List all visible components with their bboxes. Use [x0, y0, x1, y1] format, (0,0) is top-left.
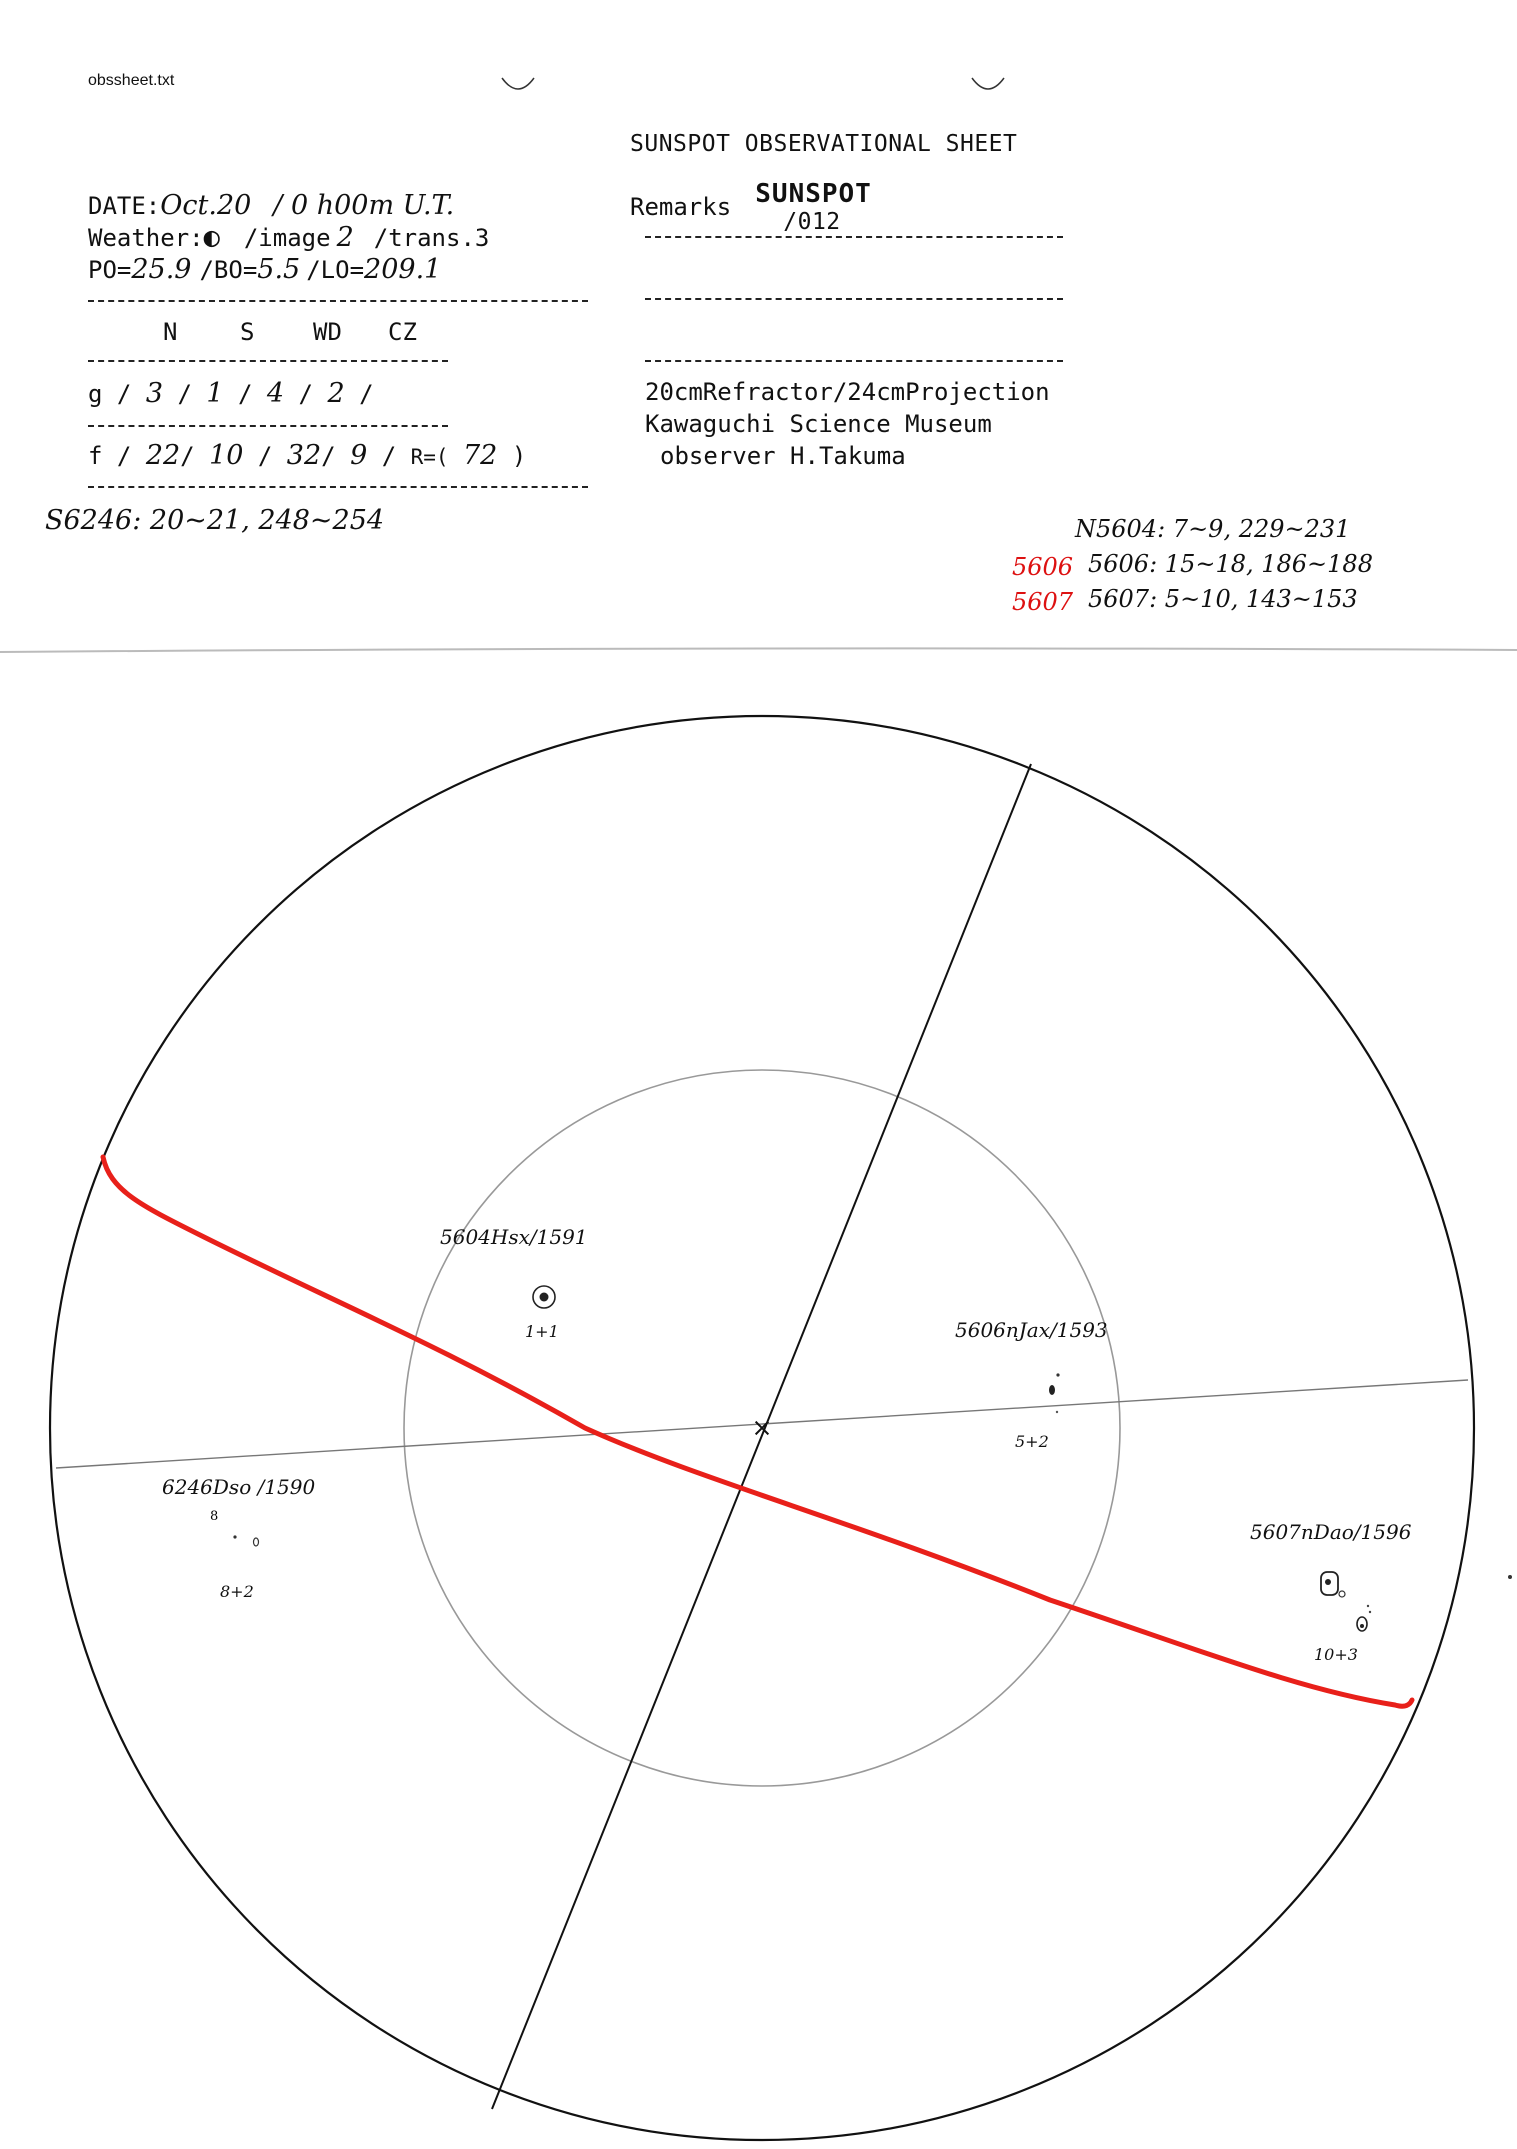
g-cz: 2 [327, 378, 345, 409]
sheet-number: /012 [783, 209, 841, 235]
bo-label: /BO= [199, 256, 258, 284]
col-s: S [240, 318, 255, 346]
red-note-5607: 5607 [1012, 588, 1074, 616]
f-cz: 9 [350, 440, 368, 471]
group-count-5604: 1+1 [525, 1322, 559, 1341]
right-note-1: N5604: 7~9, 229~231 [1075, 515, 1351, 543]
sunspot-mark-icon: 8 [210, 1509, 219, 1524]
remarks-label: Remarks [630, 193, 732, 221]
sunspot-umbra-icon [540, 1293, 549, 1302]
polar-axis-line [492, 764, 1031, 2109]
image-label: /image [243, 224, 331, 252]
f-n: 22 [145, 440, 181, 471]
date-value: Oct.20 [160, 190, 252, 221]
col-cz: CZ [388, 318, 417, 346]
g-label: g [88, 380, 103, 408]
museum-text: Kawaguchi Science Museum [645, 410, 992, 438]
reference-horizontal-line [56, 1380, 1468, 1468]
edge-dot-icon [1508, 1575, 1512, 1579]
g-wd: 4 [266, 378, 285, 409]
weather-value-icon: ◐ [203, 222, 220, 253]
time-value: / 0 h00m U.T. [273, 190, 455, 221]
g-s: 1 [206, 378, 224, 409]
file-name: obssheet.txt [88, 72, 175, 89]
subtitle-prefix: SUNSPOT [755, 179, 872, 209]
sheet-title: SUNSPOT OBSERVATIONAL SHEET [630, 131, 1018, 157]
r-label: R=( [410, 445, 449, 469]
sunspot-umbra-icon [1325, 1579, 1331, 1585]
col-n: N [163, 318, 178, 346]
f-wd: 32 [286, 440, 322, 471]
f-label: f [88, 442, 103, 470]
instrument-text: 20cmRefractor/24cmProjection [645, 378, 1050, 406]
observer-text: observer H.Takuma [660, 442, 906, 470]
date-label: DATE: [88, 192, 161, 220]
group-label-6246: 6246Dso /1590 [162, 1475, 316, 1499]
sunspot-icon [254, 1538, 259, 1546]
po-value: 25.9 [131, 254, 192, 285]
group-label-5607: 5607nDao/1596 [1250, 1520, 1412, 1544]
po-label: PO= [88, 256, 132, 284]
sunspot-umbra-icon [1360, 1624, 1364, 1628]
f-s: 10 [209, 440, 244, 471]
sunspot-dot-icon [1369, 1611, 1371, 1613]
red-note-5606: 5606 [1012, 553, 1074, 581]
right-note-3: 5607: 5~10, 143~153 [1088, 585, 1358, 613]
group-count-5607: 10+3 [1314, 1645, 1358, 1664]
image-value: 2 [336, 222, 354, 253]
group-label-5606: 5606nJax/1593 [955, 1318, 1108, 1342]
sunspot-icon [1049, 1385, 1055, 1395]
group-label-5604: 5604Hsx/1591 [440, 1225, 588, 1249]
f-row: f / 22/ 10 / 32/ 9 / R=( 72 ) [88, 440, 527, 471]
col-wd: WD [313, 318, 342, 346]
sunspot-dot-icon [1056, 1373, 1059, 1376]
trans-label: /trans. [373, 224, 475, 252]
lo-value: 209.1 [364, 254, 442, 285]
sunspot-dot-icon [1056, 1411, 1058, 1413]
g-row: g / 3 / 1 / 4 / 2 / [88, 378, 374, 409]
right-note-2: 5606: 15~18, 186~188 [1088, 550, 1373, 578]
sunspot-dot-icon [233, 1535, 236, 1538]
trans-value: 3 [474, 224, 490, 252]
sunspot-icon [1339, 1591, 1345, 1597]
r-value: 72 [463, 440, 498, 471]
weather-label: Weather: [88, 224, 204, 252]
r-close: ) [511, 442, 527, 470]
sunspot-dot-icon [1367, 1605, 1369, 1607]
lo-label: /LO= [306, 256, 365, 284]
group-count-6246: 8+2 [220, 1582, 254, 1601]
bo-value: 5.5 [257, 254, 301, 285]
group-count-5606: 5+2 [1015, 1432, 1049, 1451]
g-n: 3 [145, 378, 163, 409]
left-handwritten-note: S6246: 20~21, 248~254 [45, 505, 385, 536]
